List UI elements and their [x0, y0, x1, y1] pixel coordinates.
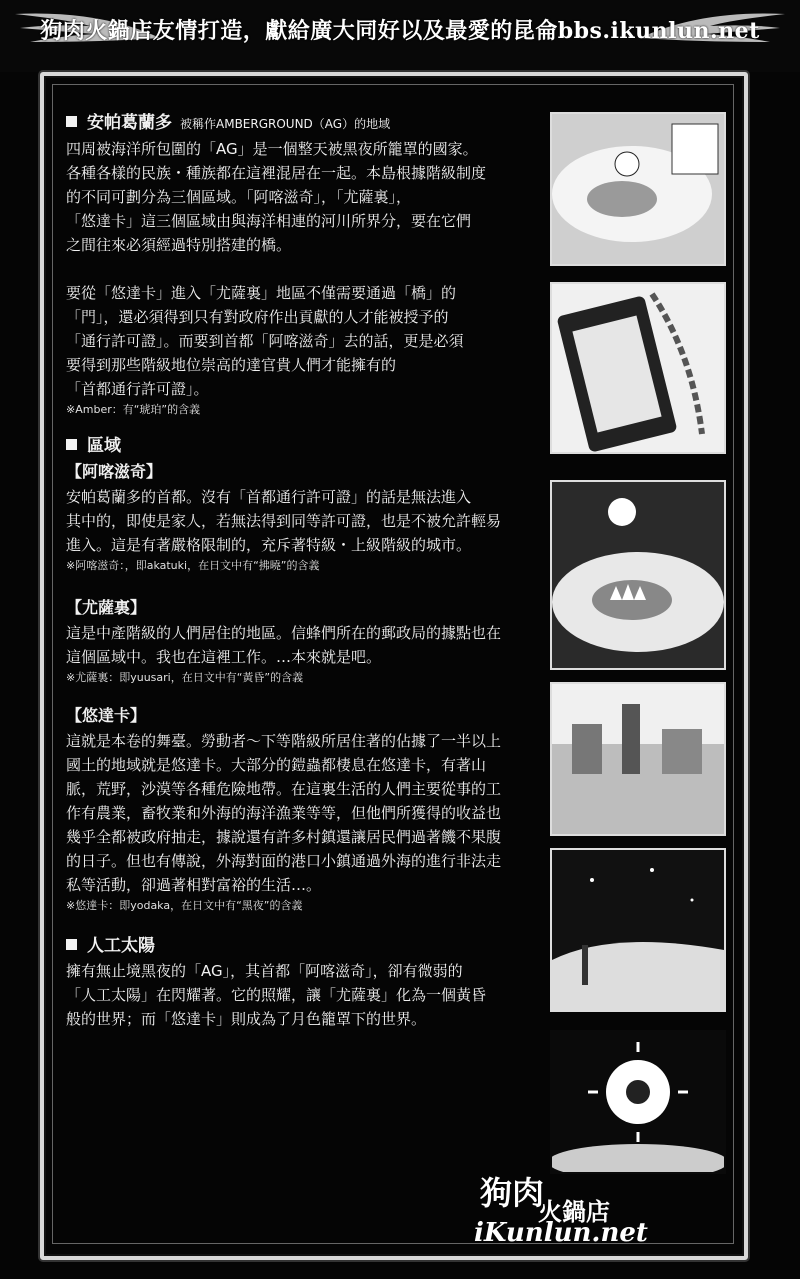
- logo-line-1: 狗肉: [480, 1174, 545, 1212]
- capital-illustration: [552, 482, 724, 668]
- sun-body: 擁有無止境黑夜的「AG」，其首都「阿喀滋奇」，卻有微弱的 「人工太陽」在閃耀著。它的照耀，讓「尤薩裏」化為一個黃昏 般的世界；而「悠達卡」則成為了月色籠罩下的世界。: [66, 962, 487, 1028]
- top-banner: [0, 0, 800, 72]
- akatsuki-heading: 【阿喀滋奇】: [66, 462, 163, 481]
- ag-paragraph-2: 要從「悠達卡」進入「尤薩裏」地區不僅需要通過「橋」的 「門」，還必須得到只有對政府作出貢獻的人才能被授予的 「通行許可證」。而要到首都「阿喀滋奇」去的話，更是必須 要得到那些階級地位崇高的達官貴人們才能擁有的 「首都通行許可證」。: [66, 284, 464, 398]
- panel-artificial-sun: [550, 1030, 726, 1174]
- panel-yodaka-night: [550, 848, 726, 1012]
- panel-capital-city: [550, 480, 726, 670]
- island-illustration: [552, 114, 724, 264]
- pass-card-illustration: [552, 284, 724, 452]
- square-bullet-icon: [66, 439, 77, 450]
- square-bullet-icon: [66, 116, 77, 127]
- banner-text: 狗肉火鍋店友情打造，獻給廣大同好以及最愛的昆侖bbs.ikunlun.net: [40, 18, 760, 44]
- square-bullet-icon: [66, 939, 77, 950]
- yuusari-note: ※尤薩裏：即yuusari，在日文中有“黃昏”的含義: [66, 671, 304, 684]
- panel-island-map: [550, 112, 726, 266]
- panel-pass-card: [550, 282, 726, 454]
- panel-yuusari-town: [550, 682, 726, 836]
- text-column: [66, 110, 546, 1031]
- night-illustration: [552, 850, 724, 1010]
- yodaka-note: ※悠達卡：即yodaka，在日文中有“黑夜”的含義: [66, 899, 303, 912]
- yuusari-heading: 【尤薩裏】: [66, 598, 147, 617]
- logo-line-3: iKunlun.net: [474, 1218, 648, 1248]
- yodaka-body: 這就是本卷的舞臺。勞動者～下等階級所居住著的佔據了一半以上 國土的地域就是悠達卡。大部分的鎧蟲都棲息在悠達卡，有著山 脈，荒野，沙漠等各種危險地帶。在這裏生活的人們主要從事的工 作有農業，畜牧業和外海的海洋漁業等等，但他們所獲得的收益也 幾乎全都被政府抽走，據說還有許多村鎮還讓居民們過著饑不果腹 的日子。但也有傳說，外海對面的港口小鎮通過外海的進行非法走 私等活動，卻過著相對富裕的生活…。: [66, 732, 502, 894]
- site-logo: [470, 1168, 650, 1258]
- akatsuki-note: ※阿喀滋奇：，即akatuki，在日文中有“拂曉”的含義: [66, 559, 320, 572]
- yuusari-body: 這是中產階級的人們居住的地區。信蜂們所在的郵政局的據點也在 這個區域中。我也在這裡工作。…本來就是吧。: [66, 624, 502, 666]
- section-ag-title: 安帕葛蘭多 被稱作AMBERGROUND（AG）的地域: [66, 110, 546, 137]
- ag-note: ※Amber：有“琥珀”的含義: [66, 403, 201, 416]
- section-ag-subtitle: 被稱作AMBERGROUND（AG）的地域: [180, 117, 391, 131]
- ag-paragraph-1: 四周被海洋所包圍的「AG」是一個整天被黑夜所籠罩的國家。 各種各樣的民族・種族都在這裡混居在一起。本島根據階級制度 的不同可劃分為三個區域。「阿喀滋奇」，「尤薩裏」， 「悠達卡」這三個區域由與海洋相連的河川所界分，要在它們 之間往來必須經過特別搭建的橋。: [66, 140, 487, 254]
- section-region-title: 區域: [66, 433, 546, 459]
- section-sun-title: 人工太陽: [66, 933, 546, 959]
- town-illustration: [552, 684, 724, 834]
- yodaka-heading: 【悠達卡】: [66, 706, 147, 725]
- artificial-sun-illustration: [552, 1032, 724, 1172]
- logo-line-2: 火鍋店: [538, 1197, 610, 1226]
- akatsuki-body: 安帕葛蘭多的首都。沒有「首都通行許可證」的話是無法進入 其中的，即使是家人，若無法得到同等許可證，也是不被允許輕易 進入。這是有著嚴格限制的，充斥著特級・上級階級的城市。: [66, 488, 502, 554]
